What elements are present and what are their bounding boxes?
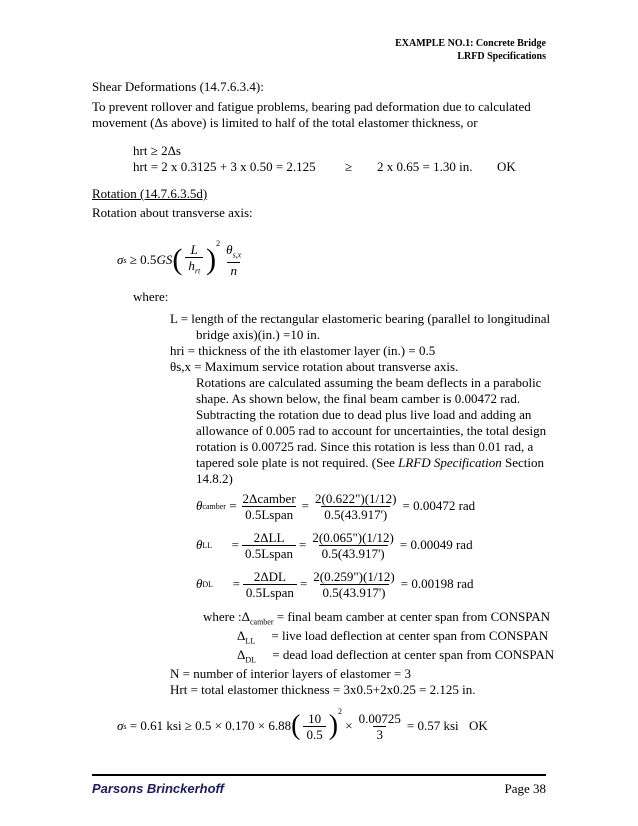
where-dl-definition: $\Delta_{DL}$ = dead load deflection at center span from CONSPAN [237,647,555,665]
shear-paragraph-line2: movement (Δs above) is limited to half of the total elastomer thickness, or [92,115,478,130]
N-definition: N = number of interior layers of elastomer = 3 [170,666,412,681]
camber-numerator-left: 2Δcamber [242,490,296,506]
hri-definition: hri = thickness of the ith elastomer layer (in.) = 0.5 [170,343,436,358]
L-definition-line2: bridge axis)(in.) =10 in. [196,327,320,342]
final-frac1-denominator: 0.5 [303,726,325,742]
ll-denominator-left: 0.5Lspan [242,545,296,561]
shear-equation-2-ok: OK [497,159,516,174]
sigma-formula: σ s ≥ 0.5 GS ( $\frac{L}{h_{rt}}$ ) $^2$ $\frac{\theta_{s,x}}{n}$ [117,239,242,279]
camber-denominator-right: 0.5(43.917') [321,506,390,522]
final-sigma-check: σ s = 0.61 ksi ≥ 0.5 × 0.170 × 6.88 ( $\frac{10}{0.5}$ ) $^2$ × $\frac{0.00725}{3}$ = 0.57 ksi [117,707,459,742]
where-camber-definition: where $:\Delta_{camber}$ = final beam camber at center span from CONSPAN [203,609,551,627]
final-frac2-denominator: 3 [373,726,386,742]
where-label: where: [133,289,169,304]
final-frac2-numerator: 0.00725 [358,710,401,726]
lrfd-spec-reference: LRFD Specification [398,455,502,470]
camber-numerator-right: 2(0.622")(1/12) [315,490,397,506]
shear-equation-2-left: hrt = 2 x 0.3125 + 3 x 0.50 = 2.125 [133,159,316,174]
rotation-body-line4: allowance of 0.005 rad to account for uncertainties, the total design [196,423,547,438]
rotation-heading: Rotation (14.7.6.3.5d) [92,186,208,201]
dl-result: = 0.00198 rad [400,576,474,591]
rotation-body-line7: 14.8.2) [196,471,233,486]
where-ll-text: = live load deflection at center span from CONSPAN [271,628,549,643]
rotation-body-line6-c: Section [501,455,545,470]
ll-numerator-right: 2(0.065")(1/12) [312,529,394,545]
shear-heading: Shear Deformations (14.7.6.3.4): [92,79,264,94]
shear-paragraph-line1: To prevent rollover and fatigue problems, bearing pad deformation due to calculated [92,99,531,114]
where-ll-definition: $\Delta_{LL}$ = live load deflection at center span from CONSPAN [237,628,549,646]
camber-result: = 0.00472 rad [402,498,476,513]
dl-numerator-right: 2(0.259")(1/12) [313,568,395,584]
header-subtitle: LRFD Specifications [457,51,546,62]
shear-equation-2-right: 2 x 0.65 = 1.30 in. [377,159,473,174]
rotation-body-line3: Subtracting the rotation due to dead plus live load and adding an [196,407,532,422]
header-title: EXAMPLE NO.1: Concrete Bridge [395,38,546,49]
ll-denominator-right: 0.5(43.917') [319,545,388,561]
Hrt-definition: Hrt = total elastomer thickness = 3x0.5+2x0.25 = 2.125 in. [170,682,476,697]
rotation-body-line1: Rotations are calculated assuming the beam deflects in a parabolic [196,375,542,390]
rotation-body-line6-a: tapered sole plate is not required. (See [196,455,399,470]
where-camber-text: = final beam camber at center span from CONSPAN [276,609,551,624]
shear-equation-2-ge: ≥ [345,159,353,174]
dl-denominator-right: 0.5(43.917') [320,584,389,600]
where-dl-text: = dead load deflection at center span from CONSPAN [272,647,555,662]
shear-equation-1: hrt ≥ 2Δs [133,143,181,158]
theta-ll-equation: θ LL = $\frac{\text{2ΔLL}}{\text{0.5Lspan}}$ = $\frac{2(0.065")(1/12)}{0.5(43.917')}$ = 0.00049 rad [196,529,473,561]
dl-denominator-left: 0.5Lspan [243,584,297,600]
final-result: = 0.57 ksi [406,718,459,733]
footer-rule [92,774,546,776]
rotation-body-line2: shape. As shown below, the final beam camber is 0.00472 rad. [196,391,521,406]
ll-numerator-left: 2ΔLL [253,529,285,545]
theta-definition: θs,x = Maximum service rotation about transverse axis. [170,359,459,374]
dl-numerator-left: 2ΔDL [253,568,287,584]
ll-result: = 0.00049 rad [399,537,473,552]
final-left: = 0.61 ksi ≥ 0.5 × 0.170 × 6.88 [129,718,292,733]
theta-camber-equation: θ camber = $\frac{\text{2Δcamber}}{\text{0.5Lspan}}$ = $\frac{2(0.622")(1/12)}{0.5(43.917')}$ = 0.00472 rad [196,490,476,522]
theta-dl-equation: θ DL = $\frac{\text{2ΔDL}}{\text{0.5Lspan}}$ = $\frac{2(0.259")(1/12)}{0.5(43.917')}$ = 0.00198 rad [196,568,474,600]
final-frac1-numerator: 10 [308,710,322,726]
final-ok: OK [469,718,488,733]
L-definition-line1: L = length of the rectangular elastomeric bearing (parallel to longitudinal [170,311,551,326]
footer-company: Parsons Brinckerhoff [92,781,224,796]
rotation-body-line6 [196,455,544,471]
rotation-subtitle: Rotation about transverse axis: [92,205,253,220]
camber-denominator-left: 0.5Lspan [242,506,296,522]
rotation-body-line5: rotation is 0.00725 rad. Since this rotation is less than 0.01 rad, a [196,439,534,454]
footer-page-number: Page 38 [504,781,546,796]
